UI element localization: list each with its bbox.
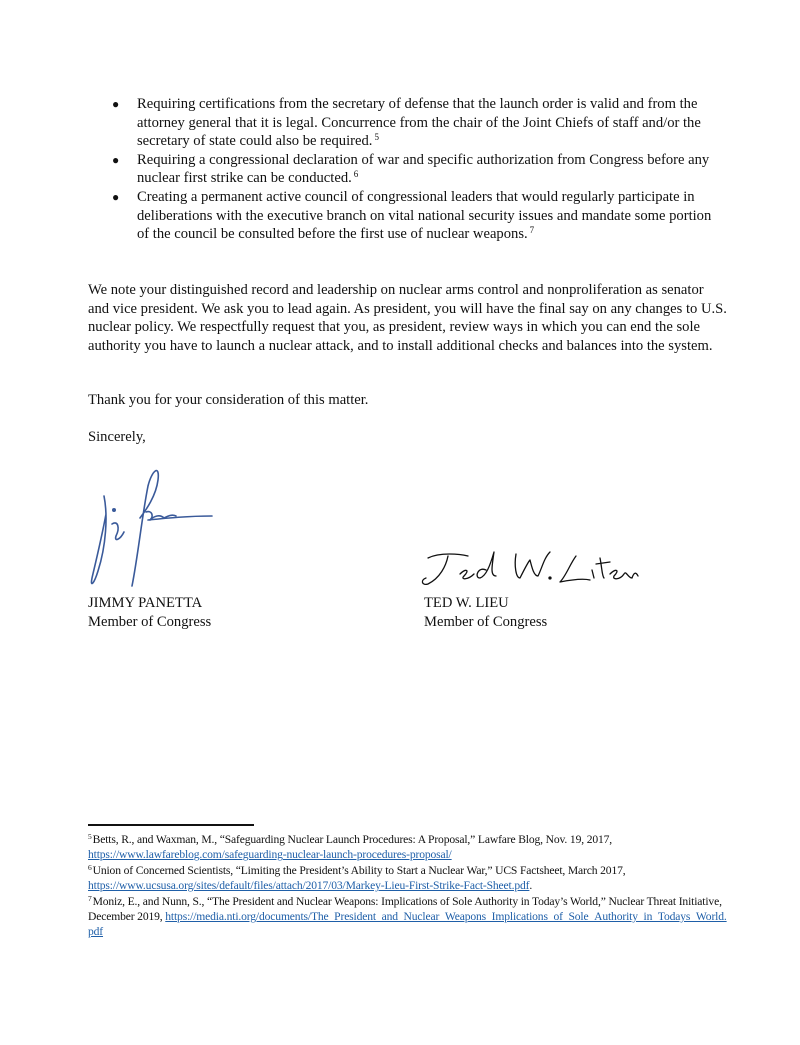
footnote (88, 863, 728, 894)
list-item (112, 95, 724, 151)
list-item (112, 188, 724, 244)
list-item-text: Creating a permanent active council of congressional leaders that would regularly participate in deliberations with the executive branch on vital national security issues and mandate some portion of the council be consulted before the first use of nuclear weapons. (137, 188, 712, 243)
signer-block-panetta (88, 594, 211, 631)
footnote-number: 7 (88, 893, 92, 903)
closing-thanks: Thank you for your consideration of this matter. (88, 392, 369, 408)
signer-name: JIMMY PANETTA (88, 595, 203, 611)
footnote-text: Union of Concerned Scientists, “Limiting the President’s Ability to Start a Nuclear War,” UCS Factsheet, March 2017, (92, 863, 626, 877)
list-item-text: Requiring certifications from the secretary of defense that the launch order is valid and from the attorney general that it is legal. Concurrence from the chair of the Joint Chiefs of staff and/or the secretary of state could also be required. (137, 96, 701, 150)
valediction: Sincerely, (88, 429, 146, 445)
footnotes (88, 832, 728, 940)
bullet-icon: ● (112, 152, 120, 167)
bullet-icon: ● (112, 189, 120, 204)
footnote-text: Betts, R., and Waxman, M., “Safeguarding Nuclear Launch Procedures: A Proposal,” Lawfare Blog, Nov. 19, 2017, (92, 833, 613, 846)
signer-title: Member of Congress (88, 613, 212, 630)
footnote-link[interactable]: https://www.lawfareblog.com/safeguarding-nuclear-launch-procedures-proposal/ (88, 848, 452, 862)
footnote-trailing: . (529, 879, 533, 893)
footnote-text: Moniz, E., and Nunn, S., “The President and Nuclear Weapons: Implications of Sole Authority in Today’s World,” Nuclear Threat Initiative, December 2019, (88, 894, 722, 924)
footnote-number: 6 (88, 862, 92, 872)
list-item (112, 151, 724, 188)
list-item-text: Requiring a congressional declaration of war and specific authorization from Congress before any nuclear first strike can be conducted. (137, 151, 710, 187)
footnote (88, 894, 728, 940)
footnote-ref[interactable]: 5 (374, 132, 379, 143)
footnote-ref[interactable]: 6 (353, 169, 359, 180)
signer-name: TED W. LIEU (424, 595, 509, 611)
recommendations-list (112, 95, 724, 244)
signer-title: Member of Congress (424, 613, 548, 630)
signature-panetta (88, 466, 218, 592)
body-paragraph: We note your distinguished record and leadership on nuclear arms control and nonproliferation as senator and vice president. We ask you to lead again. As president, you will have the final say on any changes to U.S. nuclear policy. We respectfully request that you, as president, review ways in which you can end the sole authority you have to launch a nuclear attack, and to install additional checks and balances into the system. (88, 282, 727, 354)
footnote-number: 5 (88, 832, 92, 841)
signature-lieu (420, 548, 640, 588)
footnote-link[interactable]: https://media.nti.org/documents/The_President_and_Nuclear_Weapons_Implications_of_Sole_Authority_in_Todays_World.pdf (88, 910, 727, 939)
signer-block-lieu (424, 594, 547, 631)
footnote (88, 832, 728, 863)
footnote-ref[interactable]: 7 (529, 225, 535, 236)
bullet-icon: ● (112, 97, 120, 111)
footnote-link[interactable]: https://www.ucsusa.org/sites/default/files/attach/2017/03/Markey-Lieu-First-Strike-Fact-Sheet.pdf (88, 879, 530, 893)
footnote-separator (88, 824, 254, 826)
